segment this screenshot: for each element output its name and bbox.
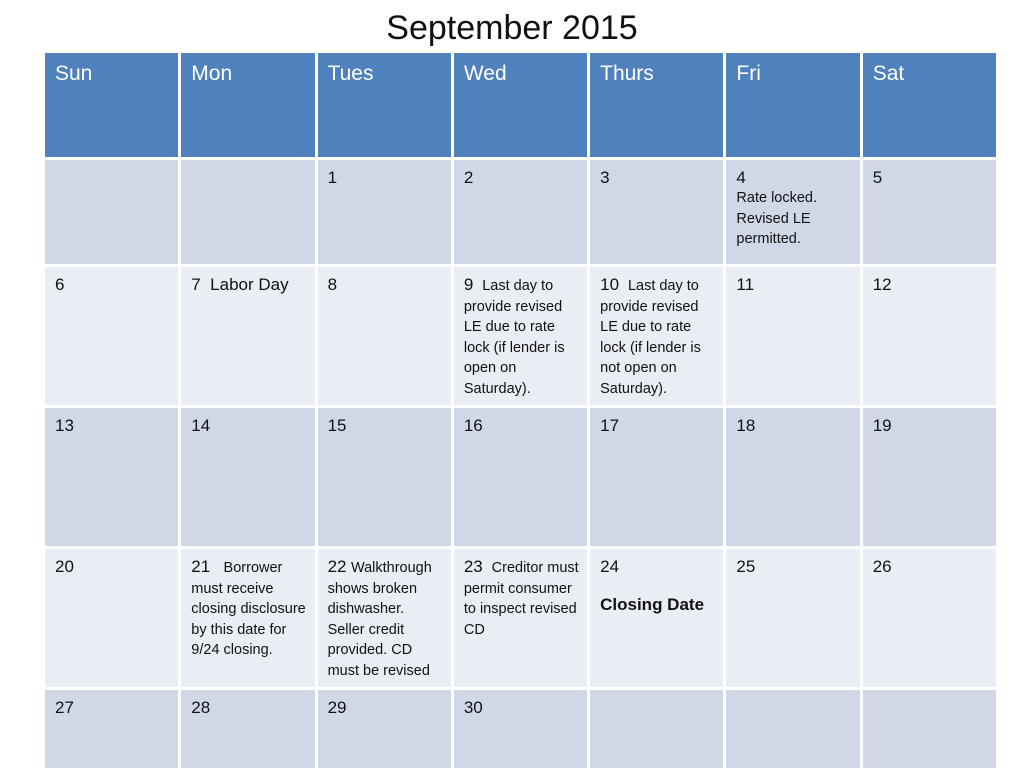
header-thurs: Thurs (589, 52, 725, 159)
day-number: 27 (55, 698, 74, 717)
day-number: 3 (600, 168, 610, 187)
day-number: 5 (872, 168, 883, 187)
day-cell-18 (725, 407, 861, 548)
day-cell-9 (452, 266, 588, 407)
header-sat: Sat (861, 52, 997, 159)
day-cell-4 (725, 159, 861, 266)
header-mon: Mon (180, 52, 316, 159)
day-number: 9 (463, 275, 474, 294)
day-number: 1 (327, 168, 338, 187)
day-cell-6 (44, 266, 180, 407)
week-row-4 (44, 548, 998, 689)
day-number: 11 (736, 275, 755, 294)
day-cell-5 (861, 159, 997, 266)
day-cell-24 (589, 548, 725, 689)
day-note: Walkthrough shows broken dishwasher. Seller credit provided. CD must be revised (327, 560, 432, 679)
day-cell-22 (316, 548, 452, 689)
day-number: 26 (872, 557, 892, 576)
header-sun: Sun (44, 52, 180, 159)
week-row-3 (44, 407, 998, 548)
day-cell-15 (316, 407, 452, 548)
day-number: 6 (55, 275, 65, 294)
day-number: 12 (872, 275, 892, 294)
day-cell-25 (725, 548, 861, 689)
day-number: 14 (191, 416, 211, 435)
day-cell-3 (589, 159, 725, 266)
week-row-1 (44, 159, 998, 266)
header-fri: Fri (725, 52, 861, 159)
day-number: 16 (463, 416, 483, 435)
day-note: Last day to provide revised LE due to rate lock (if lender is open on Saturday). (463, 278, 565, 397)
day-number: 15 (327, 416, 347, 435)
day-cell-13 (44, 407, 180, 548)
day-note: Rate locked. Revised LE permitted. (736, 190, 818, 247)
day-number: 28 (191, 698, 211, 717)
day-number: 8 (327, 275, 338, 294)
day-number: 23 (463, 557, 483, 576)
day-number: 30 (463, 698, 483, 717)
day-cell-empty (589, 689, 725, 768)
day-note: Last day to provide revised LE due to rate lock (if lender is not open on Saturday). (600, 278, 701, 397)
day-number: 25 (736, 557, 756, 576)
day-cell-27 (44, 689, 180, 768)
day-number: 13 (55, 416, 74, 435)
day-cell-30 (452, 689, 588, 768)
day-cell-12 (861, 266, 997, 407)
week-row-2 (44, 266, 998, 407)
day-number: 24 (600, 557, 620, 576)
closing-date-label: Closing Date (600, 595, 705, 614)
day-cell-empty (861, 689, 997, 768)
day-cell-14 (180, 407, 316, 548)
header-wed: Wed (452, 52, 588, 159)
day-cell-8 (316, 266, 452, 407)
day-cell-empty (725, 689, 861, 768)
day-number: 7 Labor Day (191, 275, 289, 294)
day-cell-20 (44, 548, 180, 689)
day-cell-10 (589, 266, 725, 407)
weekday-header-row (44, 52, 998, 159)
day-number: 29 (327, 698, 347, 717)
day-note: Creditor must permit consumer to inspect revised CD (463, 560, 579, 638)
day-cell-29 (316, 689, 452, 768)
day-number: 17 (600, 416, 620, 435)
day-cell-2 (452, 159, 588, 266)
week-row-5 (44, 689, 998, 768)
day-cell-1 (316, 159, 452, 266)
day-number: 18 (736, 416, 756, 435)
header-tues: Tues (316, 52, 452, 159)
day-number: 20 (55, 557, 74, 576)
calendar-title: September 2015 (386, 9, 638, 47)
day-cell-23 (452, 548, 588, 689)
day-note: Borrower must receive closing disclosure by this date for 9/24 closing. (191, 560, 306, 658)
day-cell-empty (180, 159, 316, 266)
day-number: 21 (191, 557, 211, 576)
day-cell-26 (861, 548, 997, 689)
day-cell-11 (725, 266, 861, 407)
calendar-table (42, 50, 999, 768)
day-number: 2 (463, 168, 474, 187)
day-cell-empty (44, 159, 180, 266)
day-cell-16 (452, 407, 588, 548)
day-cell-28 (180, 689, 316, 768)
day-cell-7 (180, 266, 316, 407)
day-cell-17 (589, 407, 725, 548)
day-number: 4 (736, 168, 746, 187)
day-cell-19 (861, 407, 997, 548)
day-cell-21 (180, 548, 316, 689)
day-number: 19 (872, 416, 892, 435)
day-number: 10 (600, 275, 620, 294)
day-number: 22 (327, 557, 347, 576)
